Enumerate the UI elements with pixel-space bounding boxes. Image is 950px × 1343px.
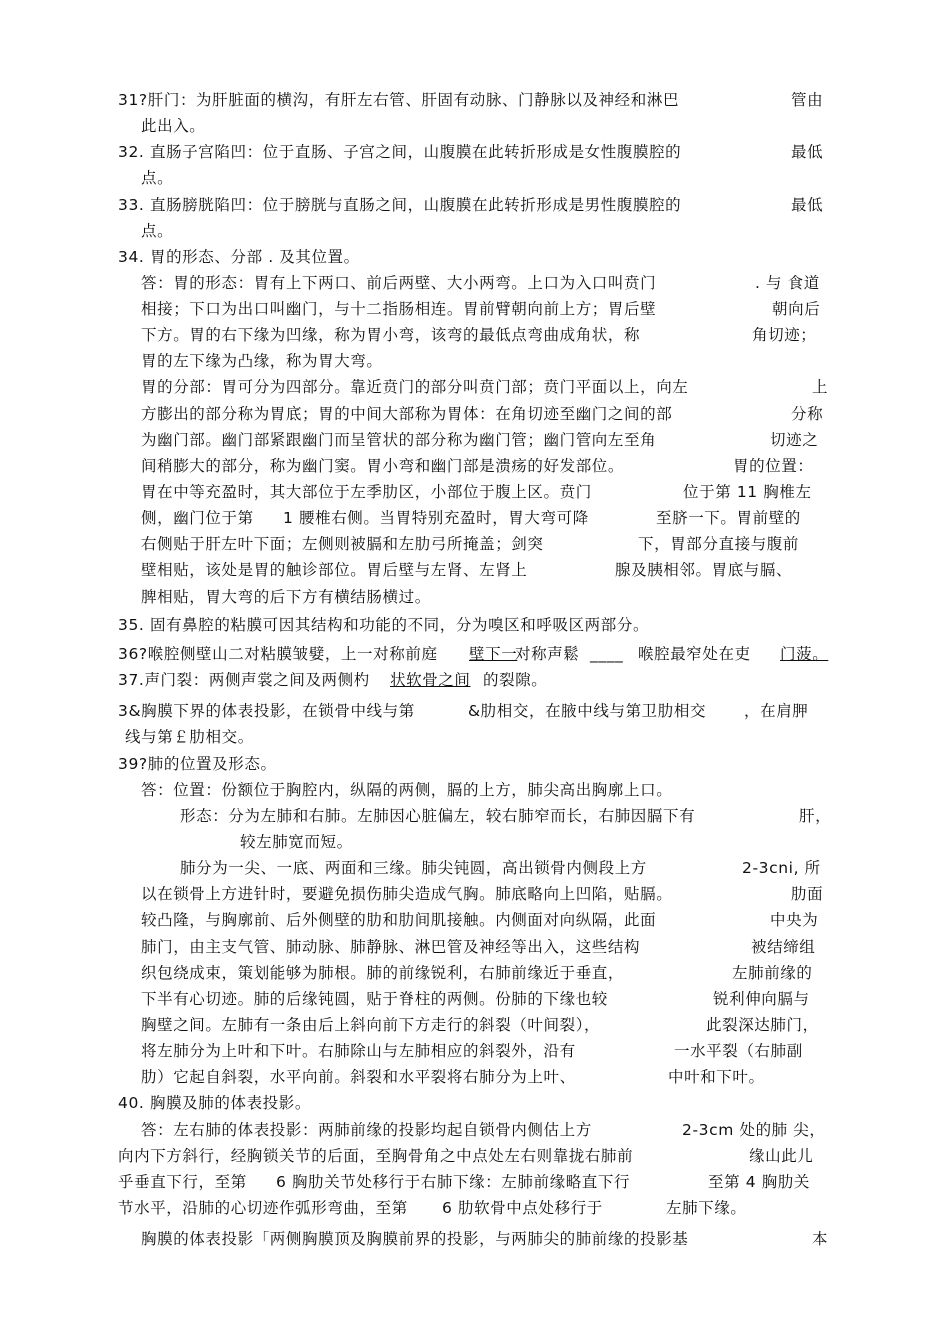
line-text: 形态：分为左肺和右肺。左肺因心脏偏左，较右肺窄而长，右肺因膈下有 — [180, 807, 696, 825]
line-text: 中叶和下叶。 — [668, 1068, 765, 1086]
line-text: 朝向后 — [772, 300, 821, 318]
line-text: 胸膜的体表投影「两侧胸膜顶及胸膜前界的投影，与两肺尖的肺前缘的投影基 — [141, 1230, 689, 1248]
line-text: 2-3cm 处的肺 尖， — [682, 1121, 826, 1139]
line-text: 点。 — [141, 222, 174, 240]
text-line — [0, 87, 950, 113]
text-line — [0, 113, 950, 139]
line-text: 肋）它起自斜裂，水平向前。斜裂和水平裂将右肺分为上叶、 — [141, 1068, 576, 1086]
line-text: 织包绕成束，策划能够为肺根。肺的前缘锐利，右肺前缘近于垂直， — [141, 964, 625, 982]
text-line — [0, 531, 950, 557]
text-line — [0, 1012, 950, 1038]
line-text: 相接；下口为出口叫幽门，与十二指肠相连。胃前臂朝向前上方；胃后壁 — [141, 300, 657, 318]
text-line — [0, 296, 950, 322]
line-text: 1 腰椎右侧。当胃特别充盈时，胃大弯可降 — [283, 509, 589, 527]
text-line — [0, 960, 950, 986]
line-text: 2-3cni, 所 — [742, 859, 821, 877]
line-text: 以在锁骨上方进针时，要避免损伤肺尖造成气胸。肺底略向上凹陷，贴膈。 — [141, 885, 673, 903]
line-text: 被结缔组 — [751, 938, 816, 956]
line-text: 锐利伸向膈与 — [713, 990, 810, 1008]
line-text: 节水平，沿肺的心切迹作弧形弯曲，至第 — [118, 1199, 408, 1217]
line-text: 至脐一下。胃前壁的 — [656, 509, 801, 527]
line-text: 31?肝门：为肝脏面的横沟，有肝左右管、肝固有动脉、门静脉以及神经和淋巴 — [118, 91, 680, 109]
line-text: 喉腔最窄处在吏 — [638, 645, 751, 663]
text-line — [0, 427, 950, 453]
line-text: 门菠。 — [780, 645, 829, 663]
line-text: 脾相贴，胃大弯的后下方有横结肠横过。 — [141, 588, 431, 606]
text-line — [0, 855, 950, 881]
text-line — [0, 667, 950, 693]
line-text: 壁下一 — [469, 645, 518, 663]
line-text: 肺门，由主支气管、肺动脉、肺静脉、淋巴管及神经等出入，这些结构 — [141, 938, 641, 956]
text-line — [0, 453, 950, 479]
text-line — [0, 139, 950, 165]
line-text: 32. 直肠子宫陷凹：位于直肠、子宫之间，山腹膜在此转折形成是女性腹膜腔的 — [118, 143, 682, 161]
text-line — [0, 348, 950, 374]
line-text: 3&胸膜下界的体表投影，在锁骨中线与第 — [118, 702, 415, 720]
line-text: 缘山此儿 — [749, 1147, 814, 1165]
text-line — [0, 641, 950, 667]
line-text: 胃的左下缘为凸缘，称为胃大弯。 — [141, 352, 383, 370]
line-text: 肺分为一尖、一底、两面和三缘。肺尖钝圆，高出锁骨内侧段上方 — [180, 859, 647, 877]
line-text: 分称 — [791, 405, 824, 423]
line-text: 35. 固有鼻腔的粘膜可因其结构和功能的不同，分为嗅区和呼吸区两部分。 — [118, 616, 650, 634]
line-text: 答：位置：份额位于胸腔内，纵隔的两侧，膈的上方，肺尖高出胸廓上口。 — [141, 781, 673, 799]
line-text: 34. 胃的形态、分部 . 及其位置。 — [118, 248, 360, 266]
line-text: 点。 — [141, 169, 174, 187]
text-line — [0, 777, 950, 803]
line-text: 角切迹； — [752, 326, 817, 344]
line-text: 36?喉腔侧壁山二对粘膜皱嬖，上一对称前庭 — [118, 645, 438, 663]
text-line — [0, 934, 950, 960]
line-text: 侧，幽门位于第 — [141, 509, 254, 527]
line-text: 的裂隙。 — [483, 671, 548, 689]
line-text: 6 肋软骨中点处移行于 — [442, 1199, 603, 1217]
line-text: 将左肺分为上叶和下叶。右肺除山与左肺相应的斜裂外，沿有 — [141, 1042, 576, 1060]
line-text: 状软骨之间 — [390, 671, 471, 689]
line-text: 此裂深达肺门， — [706, 1016, 819, 1034]
text-line — [0, 244, 950, 270]
line-text: 乎垂直下行，至第 — [118, 1173, 247, 1191]
line-text: 胸壁之间。左肺有一条由后上斜向前下方走行的斜裂（叶间裂）， — [141, 1016, 601, 1034]
text-line — [0, 1064, 950, 1090]
line-text: 对称声鬆 — [515, 645, 580, 663]
text-line — [0, 751, 950, 777]
line-text: 腺及胰相邻。胃底与膈、 — [615, 561, 793, 579]
line-text: 40. 胸膜及肺的体表投影。 — [118, 1094, 311, 1112]
text-line — [0, 881, 950, 907]
text-line — [0, 724, 950, 750]
line-text: 最低 — [791, 196, 824, 214]
line-text: 胃在中等充盈时，其大部位于左季肋区，小部位于腹上区。贲门 — [141, 483, 592, 501]
text-line — [0, 829, 950, 855]
line-text: 一水平裂（右肺副 — [674, 1042, 803, 1060]
line-text: . 与 食道 — [755, 274, 820, 292]
line-text: 上 — [812, 378, 829, 396]
line-text: 胃的分部：胃可分为四部分。靠近贲门的部分叫贲门部；贲门平面以上，向左 — [141, 378, 689, 396]
text-line — [0, 165, 950, 191]
line-text: 为幽门部。幽门部紧跟幽门而呈管状的部分称为幽门管；幽门管向左至角 — [141, 431, 657, 449]
line-text: 肝， — [799, 807, 832, 825]
text-line — [0, 270, 950, 296]
text-line — [0, 612, 950, 638]
line-text: 管由 — [791, 91, 824, 109]
text-line — [0, 986, 950, 1012]
text-line — [0, 374, 950, 400]
text-line — [0, 803, 950, 829]
line-text: 肋面 — [791, 885, 824, 903]
line-text: 39?肺的位置及形态。 — [118, 755, 277, 773]
text-line — [0, 1117, 950, 1143]
line-text: 最低 — [791, 143, 824, 161]
line-text: 中央为 — [770, 911, 819, 929]
line-text: 本 — [812, 1230, 829, 1248]
line-text: 胃的位置： — [733, 457, 814, 475]
text-line — [0, 218, 950, 244]
text-line — [0, 557, 950, 583]
line-text: 较左肺宽而短。 — [240, 833, 353, 851]
line-text: 较凸隆，与胸廓前、后外侧壁的肋和肋间肌接触。内侧面对向纵隔，此面 — [141, 911, 657, 929]
line-text: 切迹之 — [770, 431, 819, 449]
text-line — [0, 322, 950, 348]
text-line — [0, 1226, 950, 1252]
line-text: 向内下方斜行，经胸锁关节的后面，至胸骨角之中点处左右则靠拢右肺前 — [118, 1147, 634, 1165]
text-line — [0, 1195, 950, 1221]
text-line — [0, 1038, 950, 1064]
line-text: 壁相贴，该处是胃的触诊部位。胃后壁与左肾、左肾上 — [141, 561, 528, 579]
text-line — [0, 584, 950, 610]
line-text: 答：左右肺的体表投影：两肺前缘的投影均起自锁骨内侧估上方 — [141, 1121, 592, 1139]
line-text: 33. 直肠膀胱陷凹：位于膀胱与直肠之间，山腹膜在此转折形成是男性腹膜腔的 — [118, 196, 682, 214]
line-text: &肋相交，在腋中线与第卫肋相交 — [468, 702, 707, 720]
line-text: 线与第￡肋相交。 — [125, 728, 254, 746]
line-text: 下，胃部分直接与腹前 — [638, 535, 800, 553]
line-text: 间稍膨大的部分，称为幽门窦。胃小弯和幽门部是溃疡的好发部位。 — [141, 457, 625, 475]
line-text: 右侧贴于肝左叶下面；左侧则被膈和左肋弓所掩盖；剑突 — [141, 535, 544, 553]
line-text: 左肺前缘的 — [732, 964, 813, 982]
line-text: 6 胸肋关节处移行于右肺下缘：左肺前缘略直下行 — [276, 1173, 631, 1191]
text-line — [0, 698, 950, 724]
text-line — [0, 192, 950, 218]
text-line — [0, 1169, 950, 1195]
line-text: ，在肩胛 — [744, 702, 809, 720]
line-text: ____ — [590, 645, 624, 663]
line-text: 37.声门裂：两侧声裳之间及两侧杓 — [118, 671, 370, 689]
line-text: 左肺下缘。 — [666, 1199, 747, 1217]
line-text: 下半有心切迹。肺的后缘钝圆，贴于脊柱的两侧。份肺的下缘也较 — [141, 990, 608, 1008]
text-line — [0, 1143, 950, 1169]
line-text: 答：胃的形态：胃有上下两口、前后两壁、大小两弯。上口为入口叫贲门 — [141, 274, 657, 292]
line-text: 至第 4 胸肋关 — [708, 1173, 811, 1191]
line-text: 位于第 11 胸椎左 — [683, 483, 812, 501]
text-line — [0, 401, 950, 427]
line-text: 此出入。 — [141, 117, 206, 135]
text-line — [0, 505, 950, 531]
text-line — [0, 907, 950, 933]
text-line — [0, 1090, 950, 1116]
line-text: 下方。胃的右下缘为凹缘，称为胃小弯，该弯的最低点弯曲成角状，称 — [141, 326, 641, 344]
text-line — [0, 479, 950, 505]
line-text: 方膨出的部分称为胃底；胃的中间大部称为胃体：在角切迹至幽门之间的部 — [141, 405, 673, 423]
